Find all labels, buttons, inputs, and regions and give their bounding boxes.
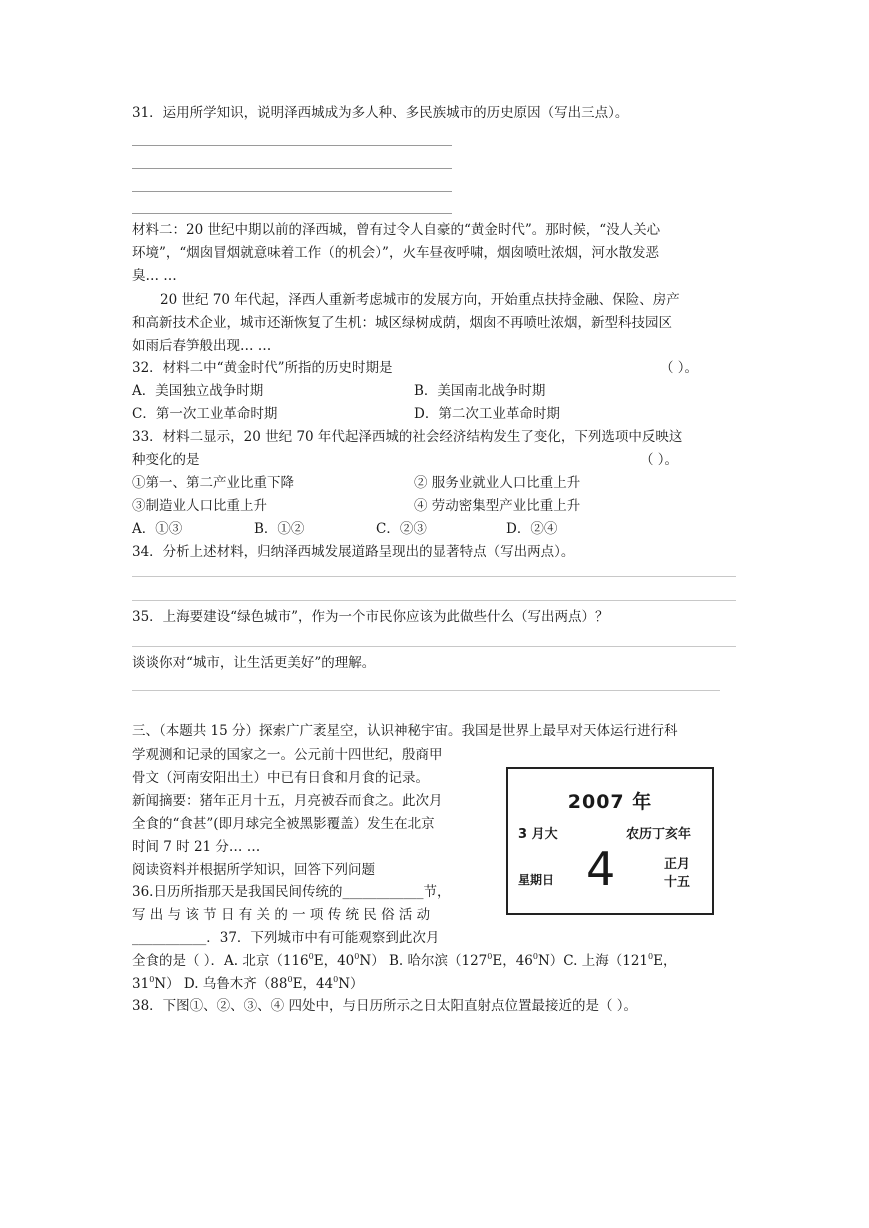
question-33-stem: 33．材料二显示，20 世纪 70 年代起泽西城的社会经济结构发生了变化，下列选项中反映这 [132, 429, 683, 445]
material-2-line: 材料二：20 世纪中期以前的泽西城，曾有过令人自豪的“黄金时代”。那时候，“没人关心 [132, 222, 661, 238]
question-37-options: $31^0N$） D. 乌鲁木齐（$88^0E$，$44^0N$） [132, 975, 364, 992]
option-a[interactable]: A．①③ [132, 521, 183, 537]
option-b[interactable]: B．美国南北战争时期 [414, 383, 546, 399]
answer-line[interactable] [132, 145, 452, 146]
question-38: 38．下图①、②、③、④ 四处中，与日历所示之日太阳直射点位置最接近的是（ ）。 [132, 998, 638, 1014]
news-summary: 全食的“食甚”(即月球完全被黑影覆盖）发生在北京 [132, 816, 435, 832]
material-2-line: 和高新技术企业，城市还渐恢复了生机：城区绿树成荫，烟囱不再喷吐浓烟，新型科技园区 [132, 315, 672, 331]
question-37-options: 全食的是（ ）．A. 北京（$116^0E$，$40^0N$） B. 哈尔滨（$127^0E$，$46^0N)C$. 上海（$121^0E$， [132, 952, 677, 969]
option-b[interactable]: B．①② [254, 521, 305, 537]
answer-line[interactable] [132, 213, 452, 214]
material-2-line: 臭… … [132, 268, 177, 284]
calendar-day: 4 [586, 842, 616, 896]
question-37: ___________．37．下列城市中有可能观察到此次月 [132, 930, 440, 946]
material-2-line: 20 世纪 70 年代起，泽西人重新考虑城市的发展方向，开始重点扶持金融、保险、房产 [160, 292, 680, 308]
statement-1: ①第一、第二产业比重下降 [132, 475, 294, 491]
question-36: 写 出 与 该 节 日 有 关 的 一 项 传 统 民 俗 活 动 [132, 907, 431, 923]
question-35: 35．上海要建设“绿色城市”，作为一个市民你应该为此做些什么（写出两点）？ [132, 609, 609, 625]
answer-line[interactable] [132, 646, 736, 647]
calendar-weekday: 星期日 [518, 873, 555, 887]
calendar-lunar-year: 农历丁亥年 [626, 827, 692, 842]
news-summary: 新闻摘要：猪年正月十五，月亮被吞而食之。此次月 [132, 793, 443, 809]
answer-paren[interactable]: （ ）。 [640, 452, 679, 468]
calendar-image [506, 767, 714, 915]
calendar-lunar-month: 正月 [664, 857, 691, 872]
calendar-lunar-day: 十五 [664, 875, 691, 890]
answer-line[interactable] [132, 600, 736, 601]
question-36: 36.日历所指那天是我国民间传统的____________节， [132, 884, 451, 900]
answer-paren[interactable]: （ ）。 [660, 360, 699, 376]
material-2-line: 如雨后春笋般出现… … [132, 338, 272, 354]
option-d[interactable]: D．第二次工业革命时期 [414, 406, 560, 422]
answer-line[interactable] [132, 690, 720, 691]
calendar-year: 2007 年 [567, 791, 653, 813]
statement-4: ④ 劳动密集型产业比重上升 [414, 498, 581, 514]
answer-line[interactable] [132, 576, 736, 577]
answer-line[interactable] [132, 168, 452, 169]
question-31: 31．运用所学知识，说明泽西城成为多人种、多民族城市的历史原因（写出三点）。 [132, 105, 629, 121]
question-35-part-2: 谈谈你对“城市，让生活更美好”的理解。 [132, 655, 376, 671]
option-c[interactable]: C．第一次工业革命时期 [132, 406, 278, 422]
option-a[interactable]: A．美国独立战争时期 [132, 383, 264, 399]
material-2-line: 环境”，“烟囱冒烟就意味着工作（的机会）”，火车昼夜呼啸，烟囱喷吐浓烟，河水散发恶 [132, 245, 659, 261]
section-3-intro: 学观测和记录的国家之一。公元前十四世纪，殷商甲 [132, 747, 443, 763]
section-3-intro: 骨文（河南安阳出土）中已有日食和月食的记录。 [132, 770, 429, 786]
option-c[interactable]: C．②③ [376, 521, 427, 537]
section-3-intro: 三、（本题共 15 分）探索广广袤星空，认识神秘宇宙。我国是世界上最早对天体运行进行科 [132, 723, 678, 739]
news-summary: 时间 7 时 21 分… … [132, 839, 261, 855]
reading-instruction: 阅读资料并根据所学知识，回答下列问题 [132, 862, 375, 878]
question-34: 34．分析上述材料，归纳泽西城发展道路呈现出的显著特点（写出两点）。 [132, 544, 575, 560]
option-d[interactable]: D．②④ [506, 521, 558, 537]
calendar-month: 3 月大 [518, 827, 558, 842]
question-33-stem: 种变化的是 [132, 452, 200, 468]
statement-2: ② 服务业就业人口比重上升 [414, 475, 581, 491]
answer-line[interactable] [132, 191, 452, 192]
statement-3: ③制造业人口比重上升 [132, 498, 267, 514]
question-32-stem: 32．材料二中“黄金时代”所指的历史时期是 [132, 360, 393, 376]
